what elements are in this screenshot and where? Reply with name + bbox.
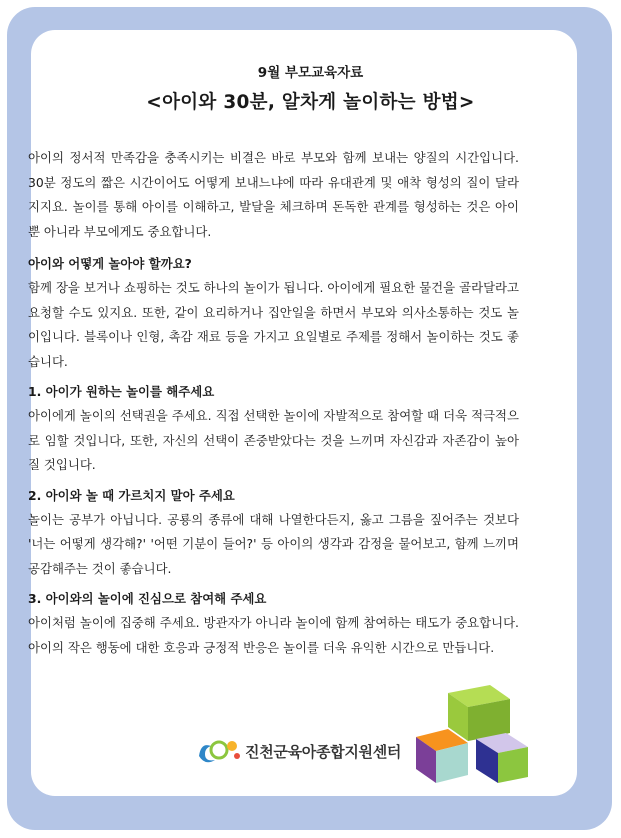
intro-paragraph: 아이의 정서적 만족감을 충족시키는 비결은 바로 부모와 함께 보내는 양질의 시간입니다. 30분 정도의 짧은 시간이어도 어떻게 보내느냐에 따라 유대관계 및 애착 형성의 질이 달라지지요. 놀이를 통해 아이를 이해하고, 발달을 체크하며 돈독한 관계를 형성하는 것은 아이뿐 아니라 부모에게도 중요합니다.: [28, 150, 519, 239]
document-title: <아이와 30분, 알차게 놀이하는 방법>: [146, 92, 475, 113]
document-subtitle: 9월 부모교육자료: [257, 65, 364, 81]
section-paragraph: 놀이는 공부가 아닙니다. 공룡의 종류에 대해 나열한다든지, 옳고 그름을 짚어주는 것보다 '너는 어떻게 생각해?' '어떤 기분이 들어?' 등 아이의 생각과 감정을 물어보고, 함께 느끼며 공감해주는 것이 좋습니다.: [28, 511, 519, 576]
section-paragraph: 함께 장을 보거나 쇼핑하는 것도 하나의 놀이가 됩니다. 아이에게 필요한 물건을 골라달라고 요청할 수도 있지요. 또한, 같이 요리하거나 집안일을 하면서 부모와 의사소통하는 것도 놀이입니다. 블록이나 인형, 촉감 재료 등을 가지고 요일별로 주제를 정해서 놀이하는 것도 좋습니다.: [28, 280, 519, 369]
org-name: 진천군육아종합지원센터: [245, 742, 402, 761]
footer-logo: [195, 736, 401, 766]
section-heading: 2. 아이와 놀 때 가르치지 말아 주세요: [28, 487, 235, 503]
section-paragraph: 아이에게 놀이의 선택권을 주세요. 직접 선택한 놀이에 자발적으로 참여할 때 더욱 적극적으로 임할 것입니다, 또한, 자신의 선택이 존중받았다는 것을 느끼며 자신감과 자존감이 높아질 것입니다.: [28, 408, 519, 472]
section-heading: 3. 아이와의 놀이에 진심으로 참여해 주세요: [28, 591, 267, 606]
center-logo-icon: [195, 736, 241, 766]
section-heading: 1. 아이가 원하는 놀이를 해주세요: [28, 384, 215, 399]
toy-blocks-illustration: [410, 655, 540, 785]
section-paragraph: 아이처럼 놀이에 집중해 주세요. 방관자가 아니라 놀이에 함께 참여하는 태도가 중요합니다. 아이의 작은 행동에 대한 호응과 긍정적 반응은 놀이를 더욱 유익한 시간으로 만듭니다.: [28, 615, 519, 655]
section-heading: 아이와 어떻게 놀아야 할까요?: [28, 256, 192, 271]
document-body: [28, 146, 519, 660]
